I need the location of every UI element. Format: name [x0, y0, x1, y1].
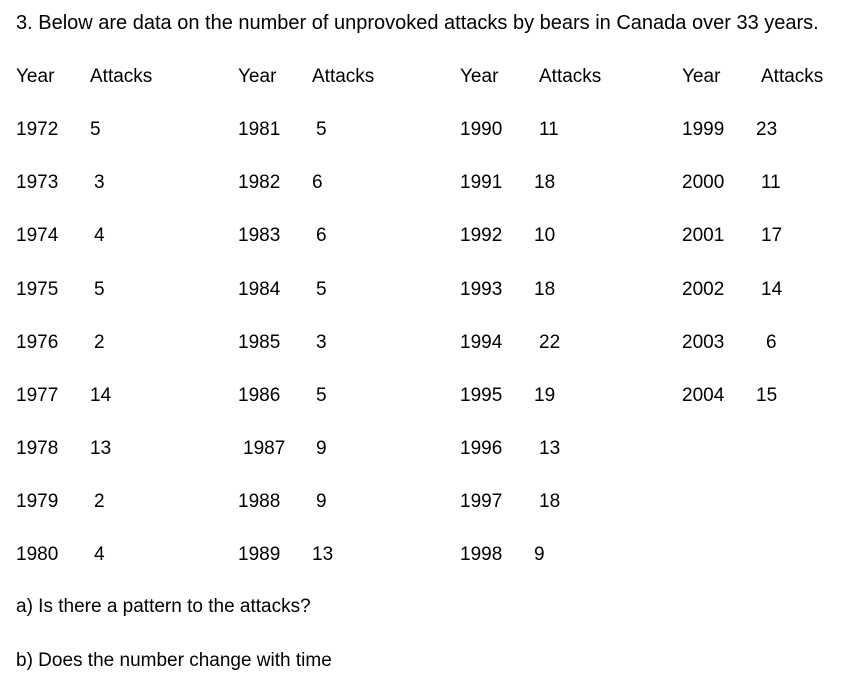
attacks-cell: 13 [90, 438, 112, 459]
year-header: Year [238, 66, 277, 87]
attacks-cell: 13 [312, 544, 334, 565]
attacks-cell: 6 [312, 172, 323, 193]
year-cell: 1976 [16, 332, 59, 353]
year-header: Year [16, 66, 55, 87]
year-header: Year [460, 66, 499, 87]
year-cell: 2000 [682, 172, 725, 193]
attacks-header: Attacks [761, 66, 824, 87]
attacks-cell: 5 [94, 279, 105, 300]
year-cell: 1998 [460, 544, 503, 565]
year-cell: 1979 [16, 491, 59, 512]
year-cell: 1972 [16, 119, 59, 140]
attacks-cell: 14 [90, 385, 112, 406]
attacks-cell: 2 [94, 332, 105, 353]
attacks-header: Attacks [539, 66, 602, 87]
attacks-cell: 9 [316, 491, 327, 512]
attacks-cell: 9 [316, 438, 327, 459]
year-cell: 1975 [16, 279, 59, 300]
year-cell: 1997 [460, 491, 503, 512]
attacks-cell: 9 [534, 544, 545, 565]
year-cell: 1974 [16, 225, 59, 246]
year-cell: 1983 [238, 225, 281, 246]
attacks-cell: 5 [316, 279, 327, 300]
year-cell: 1995 [460, 385, 503, 406]
year-cell: 1973 [16, 172, 59, 193]
attacks-cell: 11 [761, 172, 781, 193]
attacks-cell: 3 [316, 332, 327, 353]
year-cell: 1988 [238, 491, 281, 512]
year-cell: 1987 [243, 438, 286, 459]
year-cell: 1993 [460, 279, 503, 300]
attacks-cell: 6 [766, 332, 777, 353]
attacks-cell: 11 [539, 119, 559, 140]
attacks-cell: 5 [316, 385, 327, 406]
attacks-cell: 19 [534, 385, 556, 406]
attacks-cell: 3 [94, 172, 105, 193]
year-header: Year [682, 66, 721, 87]
question-b: b) Does the number change with time [16, 650, 332, 671]
attacks-cell: 5 [316, 119, 327, 140]
year-cell: 1982 [238, 172, 281, 193]
year-cell: 1994 [460, 332, 503, 353]
year-cell: 1981 [238, 119, 281, 140]
attacks-cell: 18 [539, 491, 561, 512]
year-cell: 2003 [682, 332, 725, 353]
question-a: a) Is there a pattern to the attacks? [16, 596, 311, 617]
year-cell: 1992 [460, 225, 503, 246]
year-cell: 2002 [682, 279, 725, 300]
year-cell: 1984 [238, 279, 281, 300]
attacks-cell: 10 [534, 225, 556, 246]
attacks-cell: 4 [94, 225, 105, 246]
year-cell: 1990 [460, 119, 503, 140]
attacks-cell: 18 [534, 172, 556, 193]
attacks-cell: 6 [316, 225, 327, 246]
attacks-cell: 5 [90, 119, 101, 140]
year-cell: 1996 [460, 438, 503, 459]
attacks-cell: 22 [539, 332, 561, 353]
year-cell: 2001 [682, 225, 725, 246]
page-title: 3. Below are data on the number of unprovoked attacks by bears in Canada over 33 years. [16, 12, 819, 34]
attacks-header: Attacks [90, 66, 153, 87]
year-cell: 1999 [682, 119, 725, 140]
attacks-cell: 17 [761, 225, 783, 246]
attacks-cell: 23 [756, 119, 778, 140]
year-cell: 1977 [16, 385, 59, 406]
attacks-cell: 13 [539, 438, 561, 459]
year-cell: 2004 [682, 385, 725, 406]
attacks-cell: 2 [94, 491, 105, 512]
year-cell: 1980 [16, 544, 59, 565]
attacks-cell: 15 [756, 385, 778, 406]
attacks-cell: 18 [534, 279, 556, 300]
attacks-cell: 14 [761, 279, 783, 300]
year-cell: 1985 [238, 332, 281, 353]
year-cell: 1978 [16, 438, 59, 459]
year-cell: 1986 [238, 385, 281, 406]
attacks-header: Attacks [312, 66, 375, 87]
year-cell: 1991 [460, 172, 503, 193]
attacks-cell: 4 [94, 544, 105, 565]
year-cell: 1989 [238, 544, 281, 565]
